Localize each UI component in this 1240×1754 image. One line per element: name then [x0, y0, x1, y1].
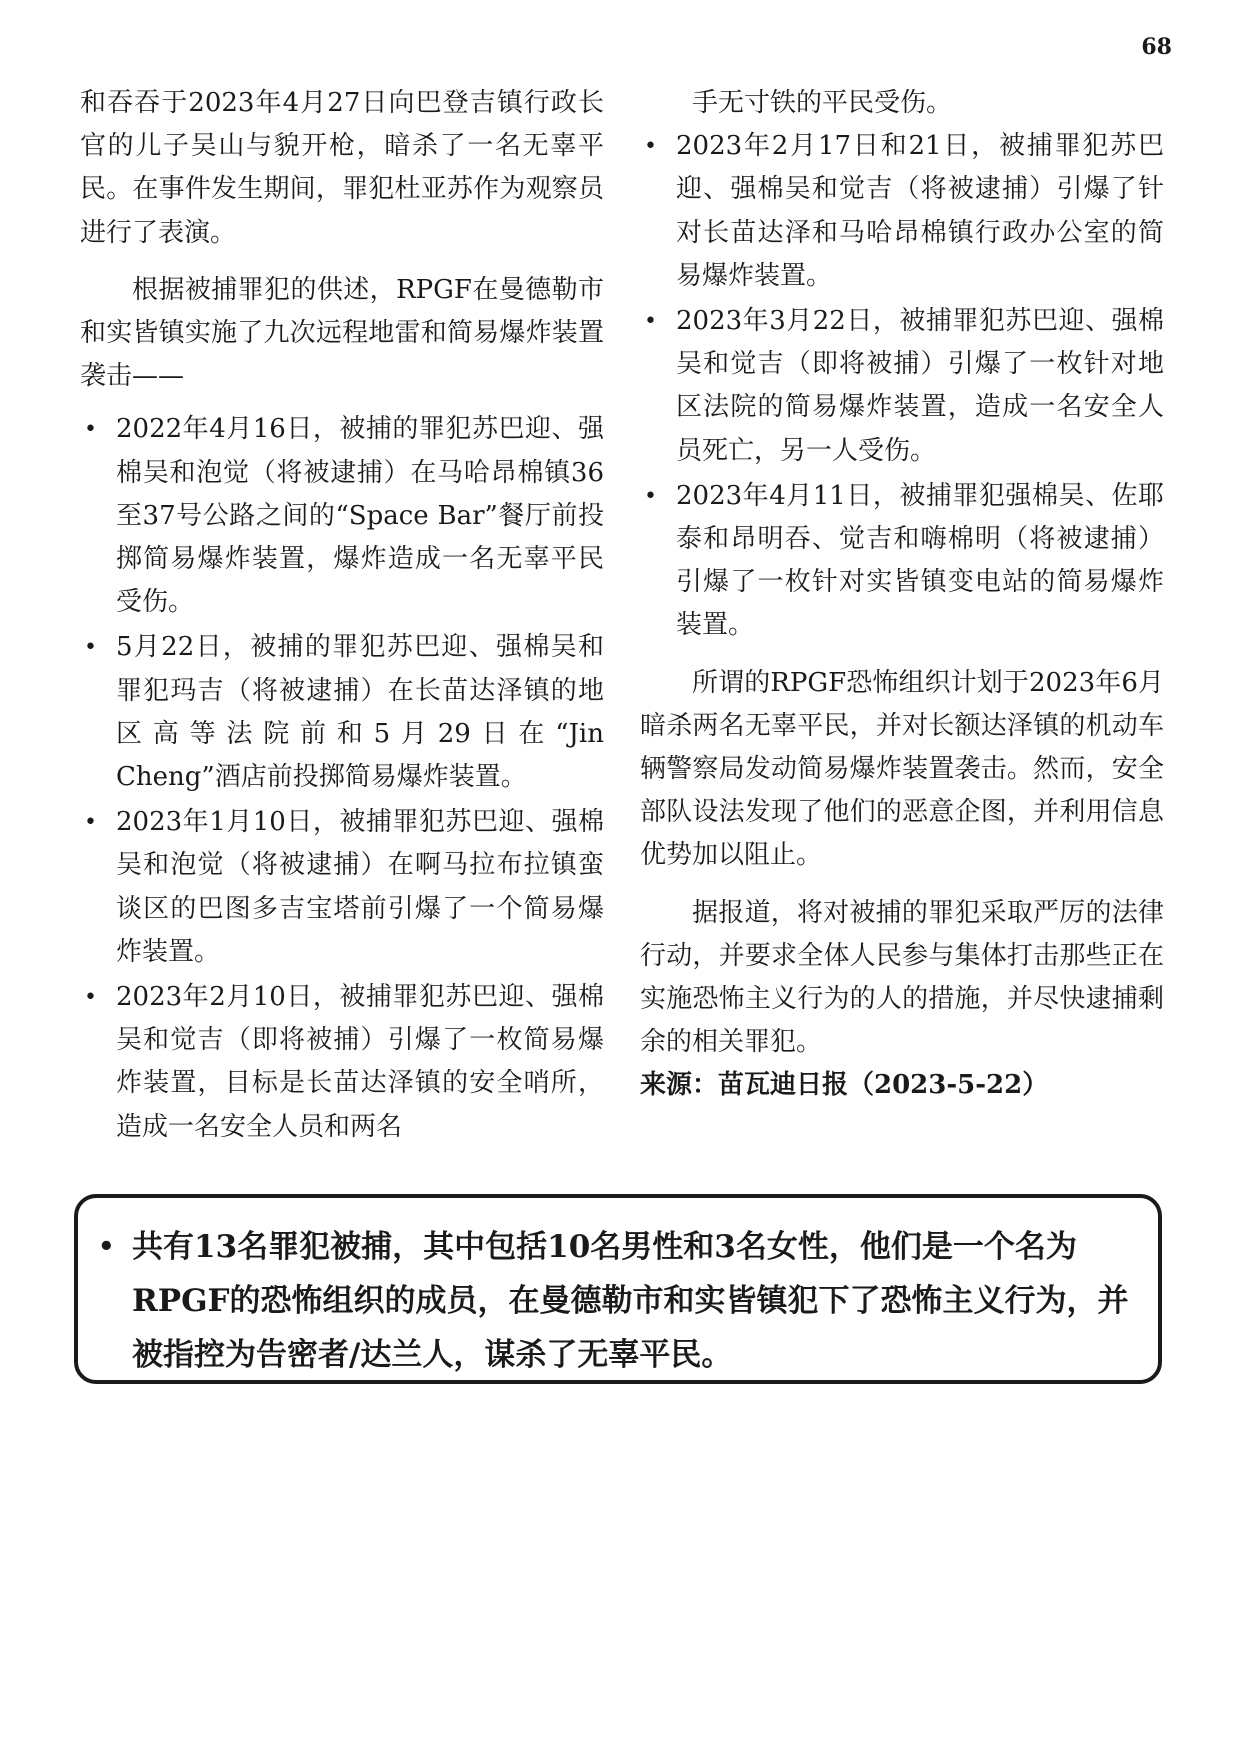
summary-box	[74, 1194, 1162, 1384]
bullet-dot-icon: •	[644, 134, 657, 160]
list-item	[640, 125, 1164, 298]
bullet-dot-icon: •	[84, 985, 97, 1011]
right-column	[640, 82, 1164, 1108]
list-item	[640, 475, 1164, 648]
list-item	[80, 626, 604, 799]
list-item	[80, 976, 604, 1149]
list-item-text: 2023年2月17日和21日，被捕罪犯苏巴迎、强棉吴和觉吉（将被逮捕）引爆了针对长苗达泽和马哈昂棉镇行政办公室的简易爆炸装置。	[676, 131, 1164, 291]
bullet-dot-icon: •	[644, 309, 657, 335]
summary-text: 共有13名罪犯被捕，其中包括10名男性和3名女性，他们是一个名为RPGF的恐怖组织的成员，在曼德勒市和实皆镇犯下了恐怖主义行为，并被指控为告密者/达兰人，谋杀了无辜平民。	[132, 1229, 1129, 1373]
left-column	[80, 82, 604, 1151]
page-number: 68	[1141, 34, 1172, 60]
list-item-text: 2022年4月16日，被捕的罪犯苏巴迎、强棉吴和泡觉（将被逮捕）在马哈昂棉镇36至37号公路之间的“Space Bar”餐厅前投掷简易爆炸装置，爆炸造成一名无辜平民受伤。	[116, 414, 604, 618]
left-paragraph-1: 和吞吞于2023年4月27日向巴登吉镇行政长官的儿子吴山与貌开枪，暗杀了一名无辜平民。在事件发生期间，罪犯杜亚苏作为观察员进行了表演。	[80, 88, 604, 248]
left-paragraph-2: 根据被捕罪犯的供述，RPGF在曼德勒市和实皆镇实施了九次远程地雷和简易爆炸装置袭击——	[80, 274, 604, 392]
list-item-text: 2023年3月22日，被捕罪犯苏巴迎、强棉吴和觉吉（即将被捕）引爆了一枚针对地区法院的简易爆炸装置，造成一名安全人员死亡，另一人受伤。	[676, 306, 1164, 466]
right-paragraph-1: 所谓的RPGF恐怖组织计划于2023年6月暗杀两名无辜平民，并对长额达泽镇的机动车辆警察局发动简易爆炸装置袭击。然而，安全部队设法发现了他们的恶意企图，并利用信息优势加以阻止。	[640, 667, 1164, 871]
bullet-dot-icon: •	[644, 483, 657, 509]
list-item	[80, 408, 604, 624]
right-paragraph-2: 据报道，将对被捕的罪犯采取严厉的法律行动，并要求全体人民参与集体打击那些正在实施恐怖主义行为的人的措施，并尽快逮捕剩余的相关罪犯。	[640, 897, 1164, 1058]
right-bullet-list	[640, 125, 1164, 647]
bullet-dot-icon: •	[84, 635, 97, 661]
bullet-dot-icon: •	[84, 810, 97, 836]
right-continuation: 手无寸铁的平民受伤。	[692, 88, 953, 118]
list-item	[80, 801, 604, 974]
list-item	[640, 300, 1164, 473]
left-bullet-list	[80, 408, 604, 1148]
list-item-text: 2023年2月10日，被捕罪犯苏巴迎、强棉吴和觉吉（即将被捕）引爆了一枚简易爆炸装置，目标是长苗达泽镇的安全哨所，造成一名安全人员和两名	[116, 982, 604, 1142]
bullet-dot-icon: •	[84, 417, 97, 443]
list-item-text: 2023年1月10日，被捕罪犯苏巴迎、强棉吴和泡觉（将被逮捕）在啊马拉布拉镇蛮谈区的巴图多吉宝塔前引爆了一个简易爆炸装置。	[116, 807, 604, 967]
source-citation: 来源：苗瓦迪日报（2023-5-22）	[640, 1070, 1049, 1101]
list-item-text: 5月22日，被捕的罪犯苏巴迎、强棉吴和罪犯玛吉（将被逮捕）在长苗达泽镇的地区高等法院前和5月29日在“Jin Cheng”酒店前投掷简易爆炸装置。	[116, 632, 604, 793]
list-item-text: 2023年4月11日，被捕罪犯强棉吴、佐耶泰和昂明吞、觉吉和嗨棉明（将被逮捕）引爆了一枚针对实皆镇变电站的简易爆炸装置。	[676, 480, 1164, 641]
bullet-dot-icon: •	[98, 1232, 115, 1262]
